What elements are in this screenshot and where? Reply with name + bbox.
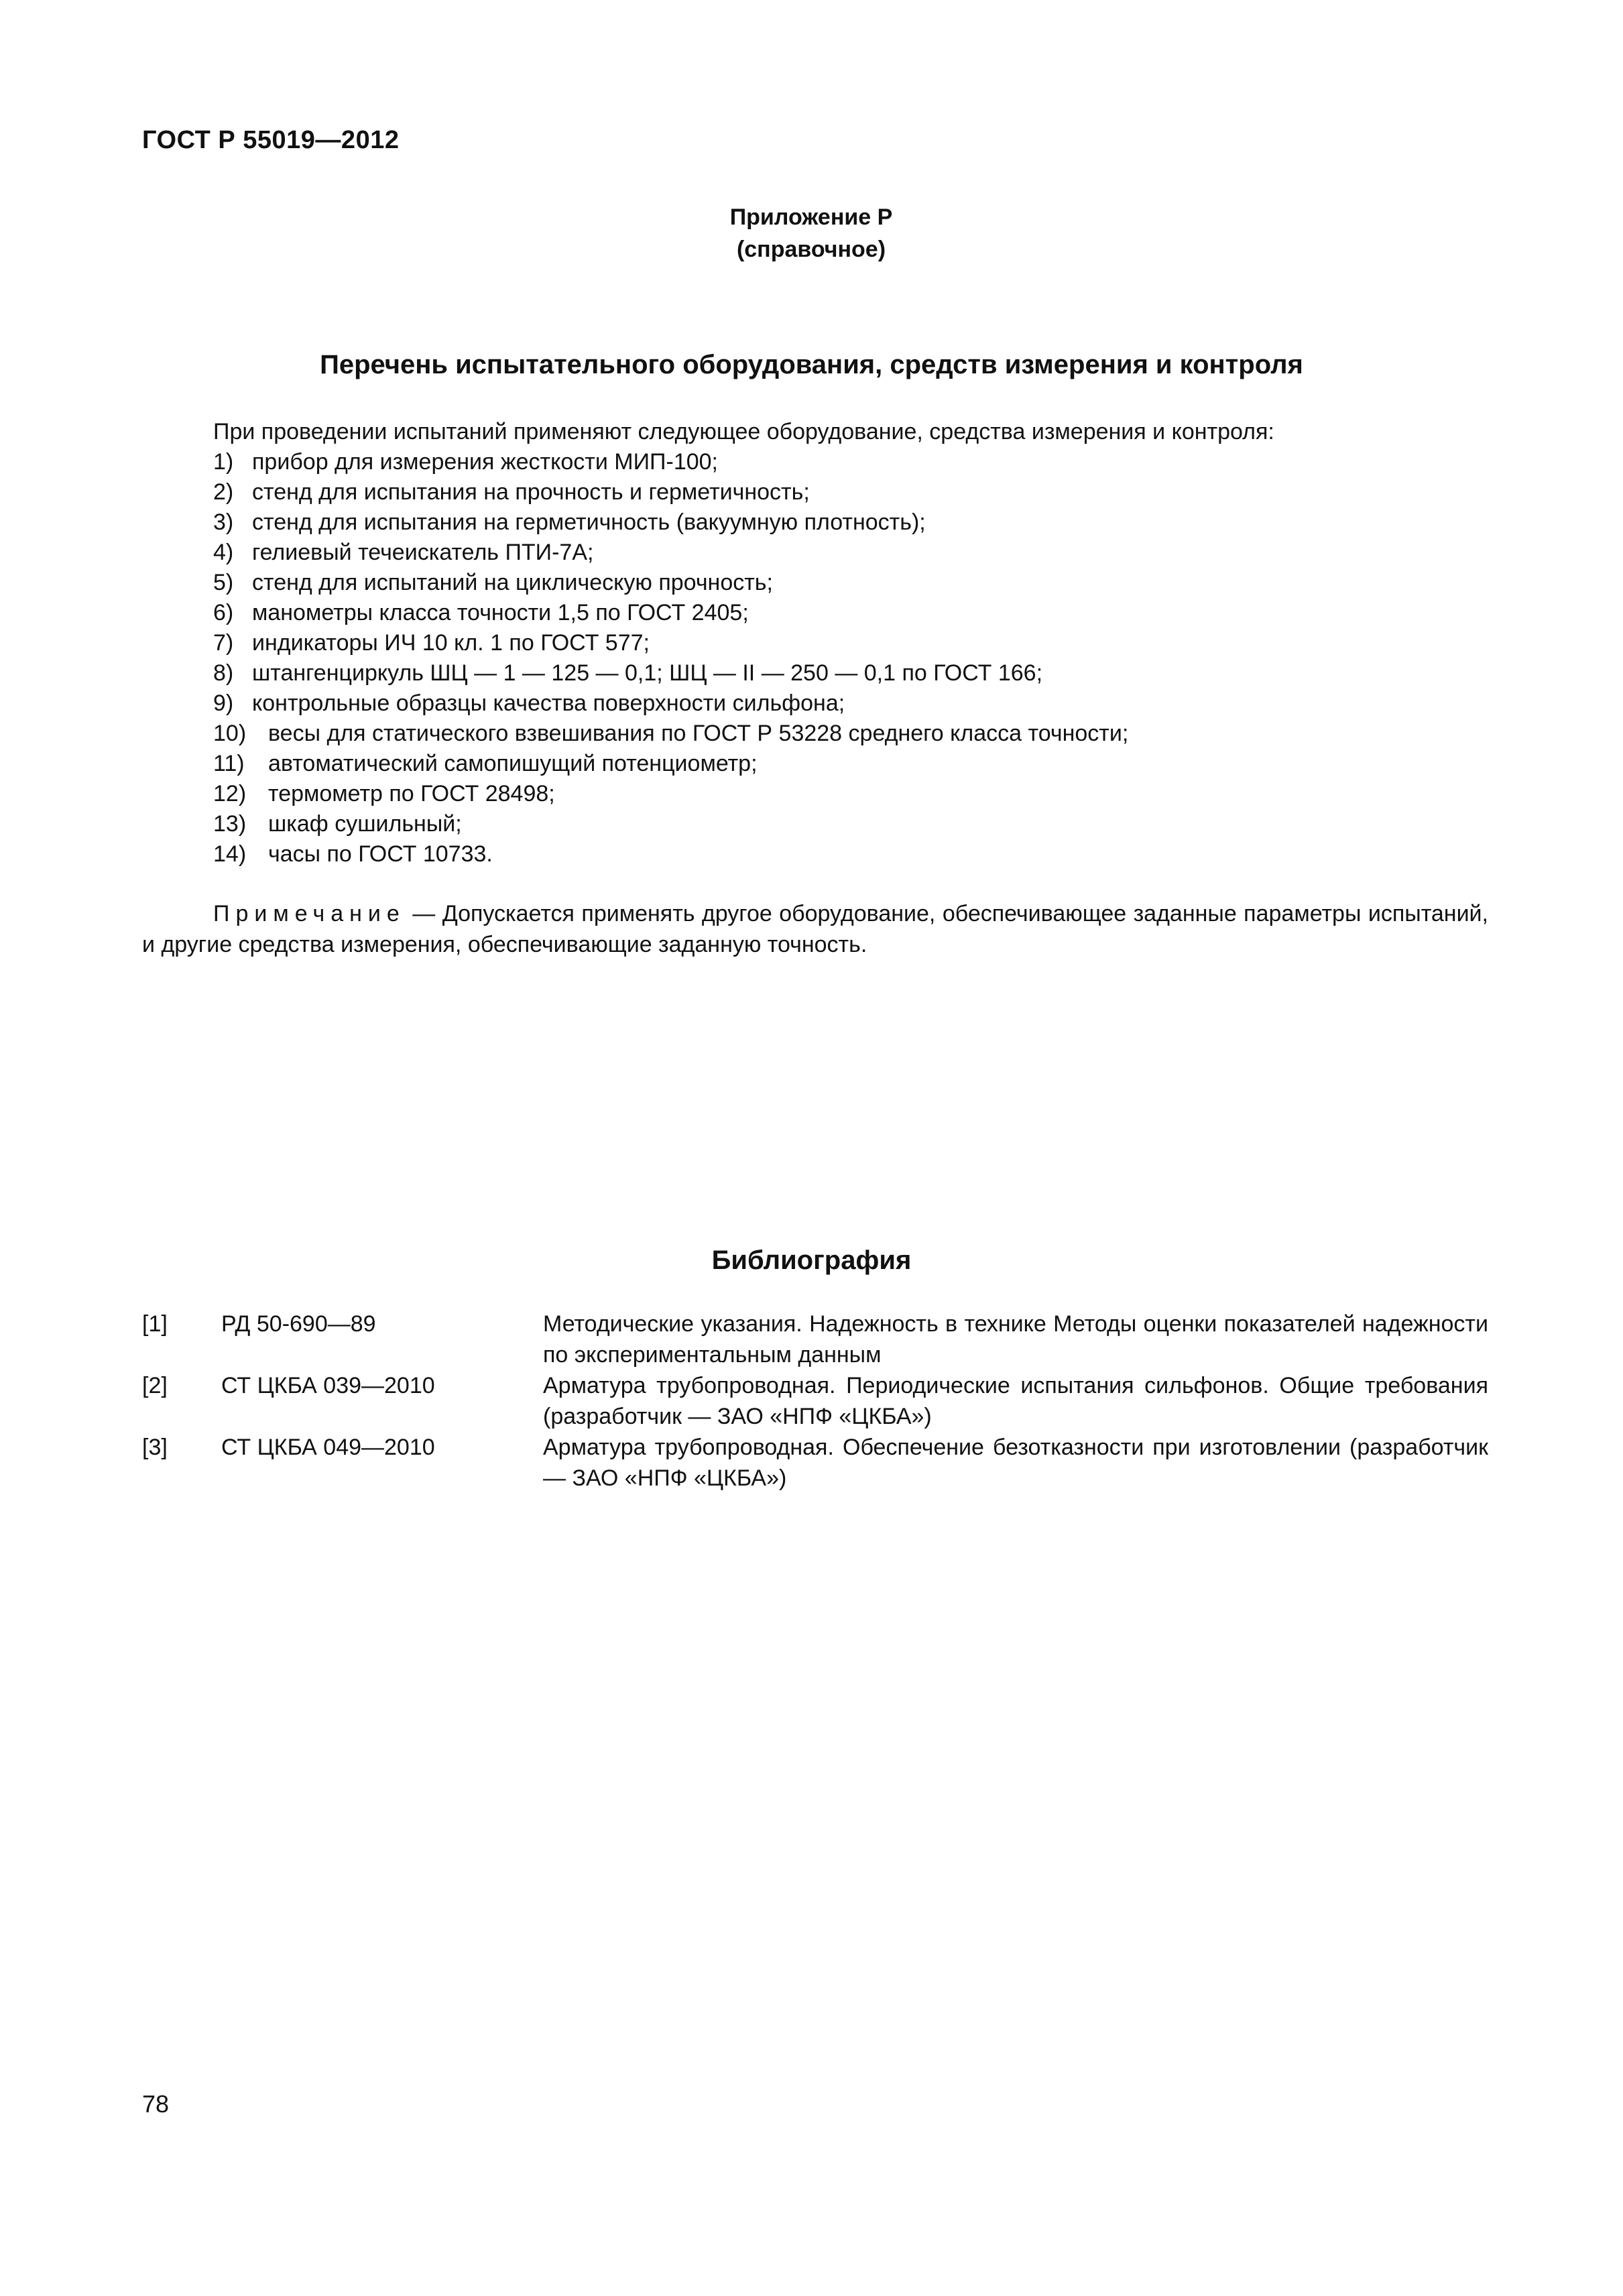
note-text: — Допускается применять другое оборудование, обеспечивающее заданные параметры испытаний, и другие средства измерения, обеспечивающие заданную точность. bbox=[142, 901, 1488, 957]
bibliography-list bbox=[142, 1309, 1488, 1494]
section-intro: При проведении испытаний применяют следующее оборудование, средства измерения и контроля: bbox=[213, 419, 1274, 444]
list-item-text: термометр по ГОСТ 28498; bbox=[268, 781, 555, 806]
list-item-text: часы по ГОСТ 10733. bbox=[268, 841, 493, 867]
bibliography-code: РД 50-690—89 bbox=[221, 1311, 376, 1337]
list-item-text: шкаф сушильный; bbox=[268, 811, 462, 837]
appendix-title: Приложение Р bbox=[729, 204, 893, 230]
list-item bbox=[213, 688, 1128, 719]
note-label: Примечание bbox=[213, 901, 406, 926]
list-item-text: индикаторы ИЧ 10 кл. 1 по ГОСТ 577; bbox=[252, 630, 650, 656]
list-item-number: 1) bbox=[213, 449, 234, 475]
list-item-text: манометры класса точности 1,5 по ГОСТ 2405; bbox=[252, 600, 749, 625]
document-code: ГОСТ Р 55019—2012 bbox=[142, 126, 400, 154]
list-item-text: стенд для испытания на герметичность (вакуумную плотность); bbox=[252, 509, 926, 535]
list-item bbox=[213, 809, 1128, 839]
list-item bbox=[213, 779, 1128, 809]
bibliography-description: Арматура трубопроводная. Периодические испытания сильфонов. Общие требования (разработчик — ЗАО «НПФ «ЦКБА») bbox=[543, 1373, 1488, 1429]
bibliography-code: СТ ЦКБА 049—2010 bbox=[221, 1435, 435, 1460]
list-item-number: 8) bbox=[213, 660, 234, 686]
list-item-number: 3) bbox=[213, 509, 234, 535]
list-item-number: 10) bbox=[213, 721, 247, 746]
list-item bbox=[213, 628, 1128, 658]
appendix-heading bbox=[677, 201, 945, 265]
list-item-text: контрольные образцы качества поверхности сильфона; bbox=[252, 690, 845, 716]
list-item-number: 6) bbox=[213, 600, 234, 625]
list-item-number: 14) bbox=[213, 841, 247, 867]
equipment-list bbox=[213, 447, 1128, 869]
list-item-text: весы для статического взвешивания по ГОСТ Р 53228 среднего класса точности; bbox=[268, 721, 1129, 746]
list-item bbox=[213, 749, 1128, 779]
list-item-number: 7) bbox=[213, 630, 234, 656]
list-item-text: стенд для испытаний на циклическую прочность; bbox=[252, 570, 773, 595]
bibliography-description: Методические указания. Надежность в технике Методы оценки показателей надежности по экспериментальным данным bbox=[543, 1311, 1488, 1368]
bibliography-entry bbox=[142, 1309, 1488, 1370]
page-number: 78 bbox=[142, 2090, 170, 2118]
list-item-number: 11) bbox=[213, 751, 245, 776]
section-title: Перечень испытательного оборудования, средств измерения и контроля bbox=[320, 350, 1303, 379]
list-item-text: автоматический самопишущий потенциометр; bbox=[268, 751, 758, 776]
bibliography-code: СТ ЦКБА 039—2010 bbox=[221, 1373, 435, 1398]
list-item bbox=[213, 477, 1128, 507]
note-paragraph bbox=[142, 898, 1488, 960]
bibliography-ref: [3] bbox=[142, 1435, 168, 1460]
list-item bbox=[213, 507, 1128, 538]
list-item-number: 2) bbox=[213, 479, 234, 505]
list-item bbox=[213, 568, 1128, 598]
list-item-text: прибор для измерения жесткости МИП-100; bbox=[252, 449, 718, 475]
list-item-text: стенд для испытания на прочность и герметичность; bbox=[252, 479, 810, 505]
list-item bbox=[213, 598, 1128, 628]
list-item-text: штангенциркуль ШЦ — 1 — 125 — 0,1; ШЦ — II — 250 — 0,1 по ГОСТ 166; bbox=[252, 660, 1043, 686]
list-item bbox=[213, 447, 1128, 477]
bibliography-entry bbox=[142, 1432, 1488, 1494]
bibliography-ref: [2] bbox=[142, 1373, 168, 1398]
bibliography-title: Библиография bbox=[711, 1246, 912, 1275]
list-item-text: гелиевый течеискатель ПТИ-7А; bbox=[252, 540, 594, 565]
list-item-number: 9) bbox=[213, 690, 234, 716]
bibliography-ref: [1] bbox=[142, 1311, 168, 1337]
list-item bbox=[213, 658, 1128, 688]
bibliography-entry bbox=[142, 1370, 1488, 1432]
list-item-number: 13) bbox=[213, 811, 247, 837]
list-item-number: 4) bbox=[213, 540, 234, 565]
appendix-subtitle: (справочное) bbox=[736, 237, 886, 262]
bibliography-description: Арматура трубопроводная. Обеспечение безотказности при изготовлении (разработчик — ЗАО «НПФ «ЦКБА») bbox=[543, 1435, 1488, 1491]
list-item bbox=[213, 839, 1128, 869]
list-item bbox=[213, 719, 1128, 749]
list-item bbox=[213, 538, 1128, 568]
list-item-number: 12) bbox=[213, 781, 247, 806]
list-item-number: 5) bbox=[213, 570, 234, 595]
